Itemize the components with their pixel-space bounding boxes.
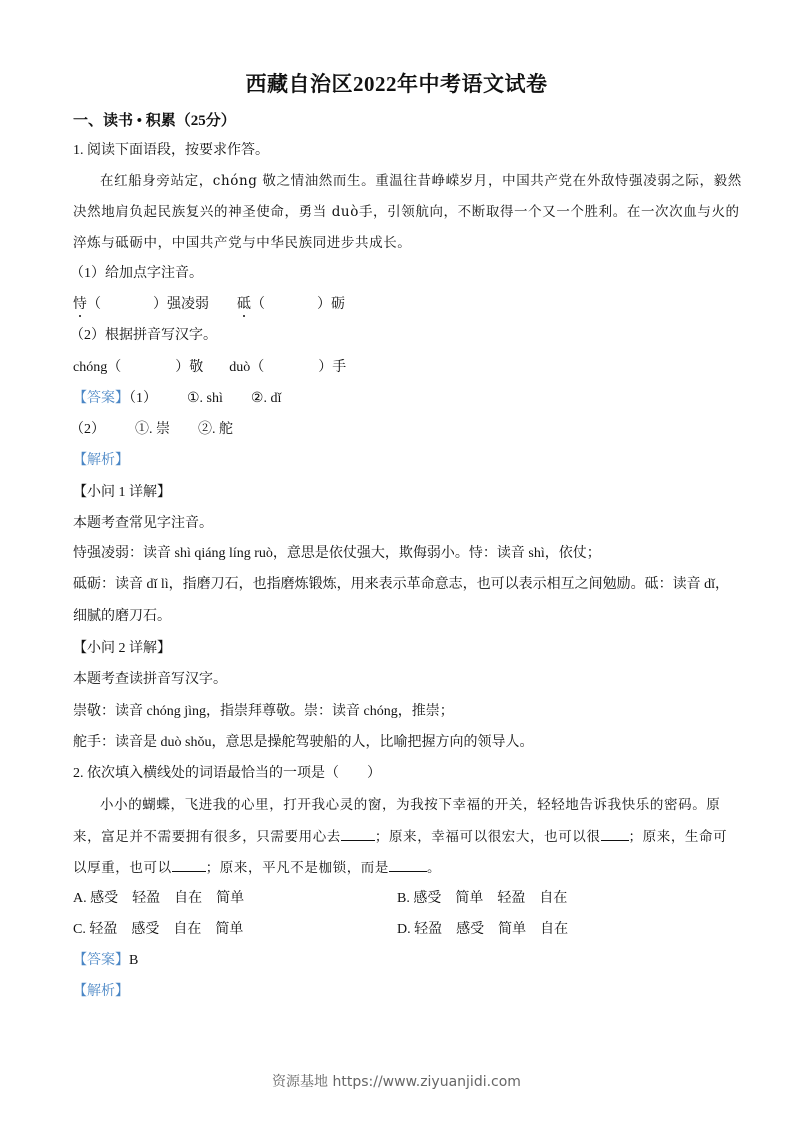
q1-sub1-items: 恃（ ）强凌弱 砥（ ）砺 — [73, 297, 345, 312]
page-title: 西藏自治区2022年中考语文试卷 — [245, 72, 548, 96]
detail2-heading: 【小问 2 详解】 — [73, 641, 171, 656]
answer-tag: 【答案】 — [73, 391, 129, 406]
q1-answer-line-2: （2） ①. 崇 ②. 舵 — [70, 422, 233, 437]
q1-answer: 【答案】（1） ①. shì ②. dǐ — [73, 391, 282, 406]
detail2-line-2: 舵手：读音是 duò shǒu，意思是操舵驾驶船的人，比喻把握方向的领导人。 — [73, 735, 534, 750]
dotted-char: 恃 — [73, 297, 87, 312]
detail1-heading: 【小问 1 详解】 — [73, 485, 171, 500]
option-a: A. 感受 轻盈 自在 简单 — [73, 891, 245, 906]
analysis-tag: 【解析】 — [73, 453, 129, 468]
option-c: C. 轻盈 感受 自在 简单 — [73, 922, 244, 937]
detail1-line-2: 砥砺：读音 dǐ lì，指磨刀石，也指磨炼锻炼，用来表示革命意志，也可以表示相互之间勉励。砥：读音 dǐ， — [73, 577, 730, 592]
q1-sub2-items: chóng（ ）敬 duò（ ）手 — [73, 360, 347, 375]
q1-passage-line-2: 决然地肩负起民族复兴的神圣使命，勇当 duò手，引领航向，不断取得一个又一个胜利。在一次次血与火的 — [73, 204, 740, 220]
detail2-intro: 本题考查读拼音写汉字。 — [73, 672, 227, 687]
q1-prompt: 1. 阅读下面语段，按要求作答。 — [73, 143, 269, 158]
q1-passage-line-1: 在红船身旁站定，chóng 敬之情油然而生。重温往昔峥嵘岁月，中国共产党在外敌恃强凌弱之际，毅然 — [100, 173, 742, 189]
q2-passage-line-3: 以厚重，也可以 ；原来，平凡不是枷锁，而是 。 — [73, 860, 442, 876]
detail1-intro: 本题考查常见字注音。 — [73, 516, 213, 531]
option-d: D. 轻盈 感受 简单 自在 — [397, 922, 569, 937]
q2-answer — [73, 952, 138, 970]
detail2-line-1: 崇敬：读音 chóng jìng，指崇拜尊敬。崇：读音 chóng，推崇； — [73, 704, 454, 719]
q1-sub2-label: （2）根据拼音写汉字。 — [70, 328, 217, 343]
fill-blank — [389, 858, 427, 872]
fill-blank — [601, 827, 629, 841]
q1-sub1-label: （1）给加点字注音。 — [70, 266, 203, 281]
detail1-line-3: 细腻的磨刀石。 — [73, 609, 171, 624]
q2-prompt: 2. 依次填入横线处的词语最恰当的一项是（ ） — [73, 766, 381, 781]
section-heading: 一、读书 • 积累（25分） — [73, 113, 236, 129]
answer-tag: 【答案】 — [73, 953, 129, 968]
analysis-tag: 【解析】 — [73, 984, 129, 999]
q2-passage-line-1: 小小的蝴蝶，飞进我的心里，打开我心灵的窗，为我按下幸福的开关，轻轻地告诉我快乐的密码。原 — [100, 797, 721, 813]
fill-blank — [172, 858, 206, 872]
answer-value: B — [129, 953, 139, 968]
dotted-char: 砥 — [237, 297, 251, 312]
q2-passage-line-2: 来，富足并不需要拥有很多，只需要用心去 ；原来，幸福可以很宏大，也可以很 ；原来，生命可 — [73, 829, 728, 845]
q1-passage-line-3: 淬炼与砥砺中，中国共产党与中华民族同进步共成长。 — [73, 235, 412, 251]
watermark-footer: 资源基地 https://www.ziyuanjidi.com — [272, 1074, 521, 1090]
detail1-line-1: 恃强凌弱：读音 shì qiáng líng ruò，意思是依仗强大，欺侮弱小。恃：读音 shì，依仗； — [73, 546, 601, 561]
fill-blank — [341, 827, 375, 841]
option-b: B. 感受 简单 轻盈 自在 — [397, 891, 568, 906]
